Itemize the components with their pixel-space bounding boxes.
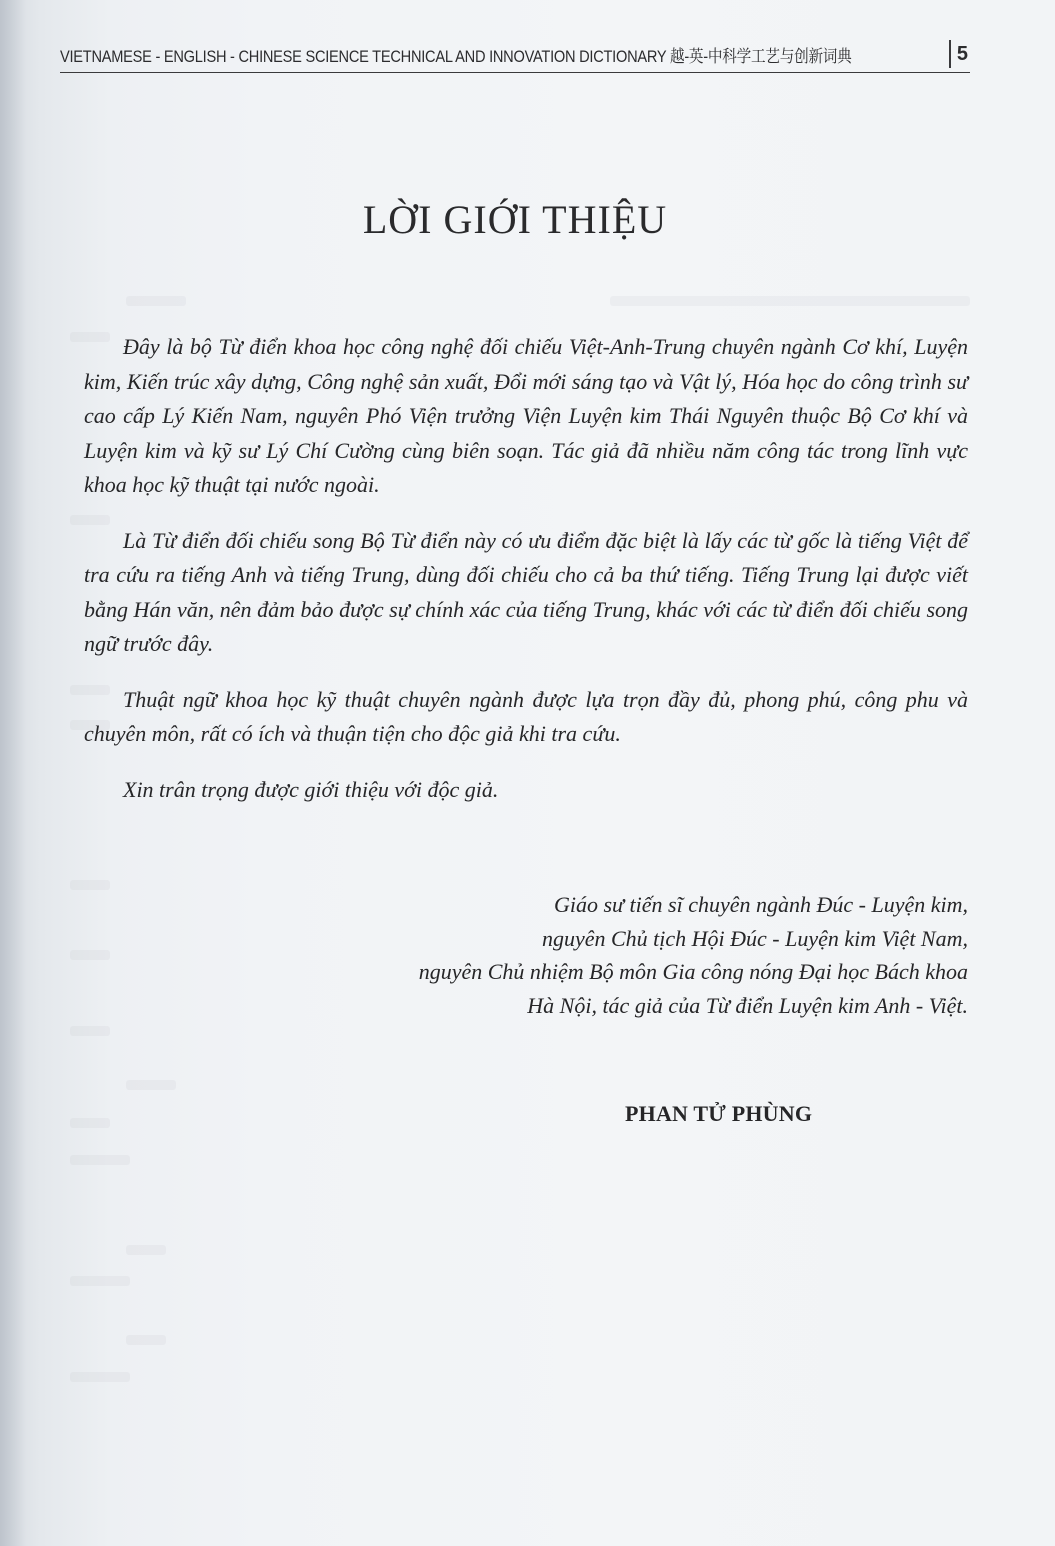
page-title: LỜI GIỚI THIỆU <box>362 197 668 242</box>
signature-line: Hà Nội, tác giả của Từ điển Luyện kim Anh - Việt. <box>527 992 968 1018</box>
page-number-divider <box>949 40 951 68</box>
author-name: PHAN TỬ PHÙNG <box>625 1101 813 1126</box>
signature-block <box>268 888 968 1022</box>
paragraph: Thuật ngữ khoa học kỹ thuật chuyên ngành được lựa trọn đầy đủ, phong phú, công phu và chuyên môn, rất có ích và thuận tiện cho độc giả khi tra cứu. <box>84 686 968 746</box>
paragraph: Đây là bộ Từ điển khoa học công nghệ đối chiếu Việt-Anh-Trung chuyên ngành Cơ khí, Luyện kim, Kiến trúc xây dựng, Công nghệ sản xuất, Đổi mới sáng tạo và Vật lý, Hóa học do công trình sư cao cấp Lý Kiến Nam, nguyên Phó Viện trưởng Viện Luyện kim Thái Nguyên thuộc Bộ Cơ khí và Luyện kim và kỹ sư Lý Chí Cường cùng biên soạn. Tác giả đã nhiều năm công tác trong lĩnh vực khoa học kỹ thuật tại nước ngoài. <box>84 334 968 497</box>
body-text <box>84 330 968 807</box>
page-number-box <box>949 40 970 72</box>
header-title: VIETNAMESE - ENGLISH - CHINESE SCIENCE TECHNICAL AND INNOVATION DICTIONARY 越-英-中科学工艺与创新词典 <box>60 47 852 66</box>
running-header <box>60 40 970 73</box>
page-number: 5 <box>956 43 968 65</box>
signature-line: Giáo sư tiến sĩ chuyên ngành Đúc - Luyện kim, <box>553 892 968 917</box>
paragraph: Xin trân trọng được giới thiệu với độc giả. <box>123 776 499 802</box>
signature-line: nguyên Chủ tịch Hội Đúc - Luyện kim Việt Nam, <box>541 925 968 951</box>
paragraph: Là Từ điển đối chiếu song Bộ Từ điển này có ưu điểm đặc biệt là lấy các từ gốc là tiếng Việt để tra cứu ra tiếng Anh và tiếng Trung, dùng đối chiếu cho cả ba thứ tiếng. Tiếng Trung lại được viết bằng Hán văn, nên đảm bảo được sự chính xác của tiếng Trung, khác với các từ điển đối chiếu song ngữ trước đây. <box>84 527 968 656</box>
signature-line: nguyên Chủ nhiệm Bộ môn Gia công nóng Đại học Bách khoa <box>418 959 968 984</box>
